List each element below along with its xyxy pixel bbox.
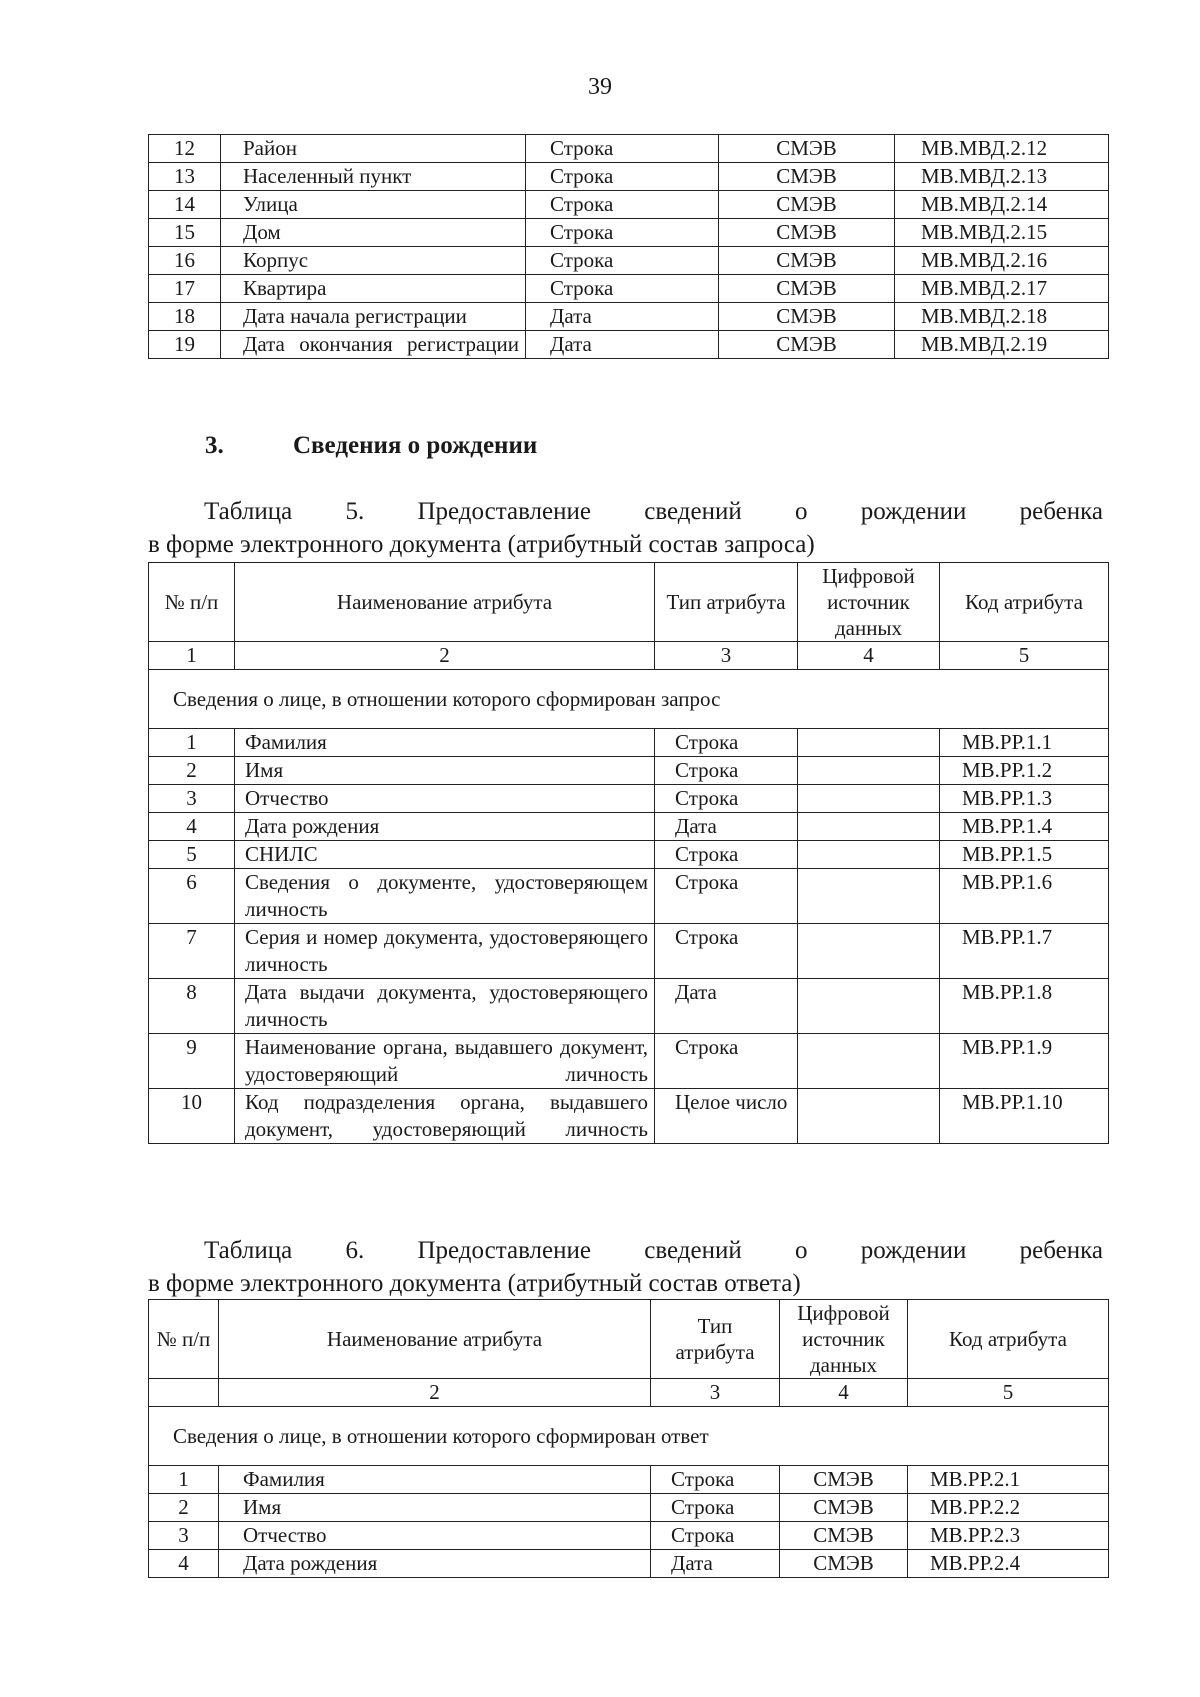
attribute-code: МВ.РР.1.9 — [940, 1034, 1109, 1089]
column-numbers-row — [149, 642, 1109, 670]
attribute-name: Район — [221, 135, 526, 163]
data-source — [798, 869, 940, 924]
data-source — [798, 979, 940, 1034]
attribute-type: Строка — [526, 247, 719, 275]
attribute-code: МВ.РР.1.1 — [940, 729, 1109, 757]
table-row — [149, 1034, 1109, 1089]
table-row — [149, 1494, 1109, 1522]
attribute-code: МВ.МВД.2.18 — [895, 303, 1109, 331]
row-number: 8 — [149, 979, 235, 1034]
attribute-name: Имя — [219, 1494, 651, 1522]
column-number — [149, 1379, 219, 1407]
attribute-code: МВ.РР.1.10 — [940, 1089, 1109, 1144]
table-row — [149, 275, 1109, 303]
header-number: № п/п — [149, 563, 235, 642]
attribute-type: Дата — [651, 1550, 780, 1578]
section-number: 3. — [205, 432, 224, 459]
table5-caption — [148, 495, 1103, 561]
header-data-source: Цифровой источник данных — [780, 1300, 908, 1379]
attribute-type: Строка — [655, 1034, 798, 1089]
header-row — [149, 563, 1109, 642]
attribute-code: МВ.РР.1.6 — [940, 869, 1109, 924]
row-number: 12 — [149, 135, 221, 163]
table6 — [148, 1299, 1109, 1578]
header-attribute-type: Тип атрибута — [655, 563, 798, 642]
row-number: 15 — [149, 219, 221, 247]
attribute-code: МВ.РР.1.4 — [940, 813, 1109, 841]
attribute-type: Строка — [651, 1494, 780, 1522]
row-number: 18 — [149, 303, 221, 331]
attribute-code: МВ.РР.2.2 — [908, 1494, 1109, 1522]
attribute-name: Отчество — [235, 785, 655, 813]
attribute-name: Наименование органа, выдавшего документ, удостоверяющий личность — [235, 1034, 655, 1089]
header-attribute-name: Наименование атрибута — [235, 563, 655, 642]
table5-caption-line1: Таблица 5. Предоставление сведений о рождении ребенка — [204, 498, 1103, 525]
attribute-name: Дата начала регистрации — [221, 303, 526, 331]
table-row — [149, 247, 1109, 275]
attribute-type: Дата — [526, 303, 719, 331]
header-attribute-name: Наименование атрибута — [219, 1300, 651, 1379]
table-row — [149, 219, 1109, 247]
attribute-type: Строка — [655, 785, 798, 813]
attribute-code: МВ.РР.1.3 — [940, 785, 1109, 813]
attribute-name: Код подразделения органа, выдавшего документ, удостоверяющий личность — [235, 1089, 655, 1144]
table-continuation — [148, 134, 1109, 359]
data-source — [798, 841, 940, 869]
data-source — [798, 757, 940, 785]
attribute-code: МВ.РР.1.8 — [940, 979, 1109, 1034]
table-row — [149, 979, 1109, 1034]
attribute-type: Строка — [655, 729, 798, 757]
data-source — [798, 1089, 940, 1144]
row-number: 9 — [149, 1034, 235, 1089]
section-title: Сведения о рождении — [293, 432, 538, 459]
attribute-name: Улица — [221, 191, 526, 219]
data-source: СМЭВ — [719, 331, 895, 359]
row-number: 6 — [149, 869, 235, 924]
data-source: СМЭВ — [780, 1550, 908, 1578]
attribute-type: Дата — [526, 331, 719, 359]
attribute-type: Строка — [655, 924, 798, 979]
header-attribute-code: Код атрибута — [940, 563, 1109, 642]
attribute-name: Сведения о документе, удостоверяющем личность — [235, 869, 655, 924]
data-source — [798, 785, 940, 813]
attribute-type: Строка — [655, 841, 798, 869]
column-number: 5 — [940, 642, 1109, 670]
table-row — [149, 331, 1109, 359]
attribute-name: Дата окончания регистрации — [221, 331, 526, 359]
attribute-code: МВ.МВД.2.12 — [895, 135, 1109, 163]
attribute-type: Дата — [655, 979, 798, 1034]
table-row — [149, 303, 1109, 331]
data-source: СМЭВ — [719, 163, 895, 191]
table6-caption — [148, 1234, 1103, 1300]
table-row — [149, 1550, 1109, 1578]
data-source: СМЭВ — [719, 135, 895, 163]
page-number: 39 — [588, 74, 612, 100]
table5-body — [149, 563, 1109, 1144]
attribute-code: МВ.МВД.2.19 — [895, 331, 1109, 359]
column-number: 3 — [655, 642, 798, 670]
attribute-name: Дата выдачи документа, удостоверяющего личность — [235, 979, 655, 1034]
attribute-type: Строка — [526, 219, 719, 247]
attribute-code: МВ.МВД.2.17 — [895, 275, 1109, 303]
attribute-name: Отчество — [219, 1522, 651, 1550]
row-number: 1 — [149, 1466, 219, 1494]
header-attribute-code: Код атрибута — [908, 1300, 1109, 1379]
table-row — [149, 869, 1109, 924]
attribute-name: Серия и номер документа, удостоверяющего личность — [235, 924, 655, 979]
table-row — [149, 841, 1109, 869]
row-number: 16 — [149, 247, 221, 275]
table6-body — [149, 1300, 1109, 1578]
data-source — [798, 813, 940, 841]
attribute-code: МВ.МВД.2.16 — [895, 247, 1109, 275]
header-row — [149, 1300, 1109, 1379]
attribute-code: МВ.РР.1.7 — [940, 924, 1109, 979]
attribute-name: Фамилия — [235, 729, 655, 757]
header-number: № п/п — [149, 1300, 219, 1379]
attribute-name: Фамилия — [219, 1466, 651, 1494]
attribute-name: Корпус — [221, 247, 526, 275]
attribute-code: МВ.МВД.2.15 — [895, 219, 1109, 247]
row-number: 4 — [149, 813, 235, 841]
attribute-code: МВ.РР.2.1 — [908, 1466, 1109, 1494]
column-numbers-row — [149, 1379, 1109, 1407]
attribute-code: МВ.РР.2.3 — [908, 1522, 1109, 1550]
attribute-code: МВ.РР.2.4 — [908, 1550, 1109, 1578]
table-row — [149, 757, 1109, 785]
data-source: СМЭВ — [719, 303, 895, 331]
attribute-type: Строка — [526, 275, 719, 303]
column-number: 1 — [149, 642, 235, 670]
column-number: 3 — [651, 1379, 780, 1407]
data-source: СМЭВ — [719, 219, 895, 247]
attribute-name: СНИЛС — [235, 841, 655, 869]
data-source: СМЭВ — [719, 247, 895, 275]
row-number: 3 — [149, 1522, 219, 1550]
column-number: 4 — [798, 642, 940, 670]
table-row — [149, 1089, 1109, 1144]
header-attribute-type: Тип атрибута — [651, 1300, 780, 1379]
attribute-type: Строка — [651, 1522, 780, 1550]
column-number: 5 — [908, 1379, 1109, 1407]
data-source — [798, 729, 940, 757]
attribute-name: Населенный пункт — [221, 163, 526, 191]
table-row — [149, 1466, 1109, 1494]
table-row — [149, 191, 1109, 219]
row-number: 1 — [149, 729, 235, 757]
attribute-code: МВ.РР.1.2 — [940, 757, 1109, 785]
attribute-type: Строка — [526, 191, 719, 219]
table5-caption-line2: в форме электронного документа (атрибутный состав запроса) — [148, 531, 815, 558]
table6-caption-line2: в форме электронного документа (атрибутный состав ответа) — [148, 1270, 801, 1297]
attribute-type: Строка — [655, 869, 798, 924]
section-heading — [205, 432, 537, 460]
data-source — [798, 1034, 940, 1089]
attribute-name: Квартира — [221, 275, 526, 303]
data-source — [798, 924, 940, 979]
table-continuation-body — [149, 135, 1109, 359]
table-row — [149, 924, 1109, 979]
attribute-type: Строка — [651, 1466, 780, 1494]
table-row — [149, 785, 1109, 813]
attribute-name: Дом — [221, 219, 526, 247]
row-number: 2 — [149, 757, 235, 785]
data-source: СМЭВ — [780, 1522, 908, 1550]
attribute-type: Строка — [655, 757, 798, 785]
attribute-name: Имя — [235, 757, 655, 785]
column-number: 2 — [235, 642, 655, 670]
attribute-type: Строка — [526, 163, 719, 191]
row-number: 4 — [149, 1550, 219, 1578]
data-source: СМЭВ — [780, 1466, 908, 1494]
data-source: СМЭВ — [780, 1494, 908, 1522]
attribute-code: МВ.МВД.2.14 — [895, 191, 1109, 219]
group-heading: Сведения о лице, в отношении которого сформирован ответ — [149, 1407, 1109, 1466]
row-number: 3 — [149, 785, 235, 813]
table-row — [149, 813, 1109, 841]
attribute-type: Целое число — [655, 1089, 798, 1144]
attribute-code: МВ.РР.1.5 — [940, 841, 1109, 869]
row-number: 13 — [149, 163, 221, 191]
attribute-type: Дата — [655, 813, 798, 841]
table-row — [149, 163, 1109, 191]
group-row — [149, 670, 1109, 729]
row-number: 2 — [149, 1494, 219, 1522]
data-source: СМЭВ — [719, 275, 895, 303]
row-number: 17 — [149, 275, 221, 303]
row-number: 5 — [149, 841, 235, 869]
row-number: 14 — [149, 191, 221, 219]
attribute-code: МВ.МВД.2.13 — [895, 163, 1109, 191]
group-row — [149, 1407, 1109, 1466]
table-row — [149, 135, 1109, 163]
attribute-name: Дата рождения — [235, 813, 655, 841]
column-number: 4 — [780, 1379, 908, 1407]
row-number: 19 — [149, 331, 221, 359]
attribute-type: Строка — [526, 135, 719, 163]
table-row — [149, 729, 1109, 757]
column-number: 2 — [219, 1379, 651, 1407]
table-row — [149, 1522, 1109, 1550]
row-number: 10 — [149, 1089, 235, 1144]
attribute-name: Дата рождения — [219, 1550, 651, 1578]
table5 — [148, 562, 1109, 1144]
row-number: 7 — [149, 924, 235, 979]
header-data-source: Цифровой источник данных — [798, 563, 940, 642]
data-source: СМЭВ — [719, 191, 895, 219]
group-heading: Сведения о лице, в отношении которого сформирован запрос — [149, 670, 1109, 729]
table6-caption-line1: Таблица 6. Предоставление сведений о рождении ребенка — [204, 1237, 1103, 1264]
